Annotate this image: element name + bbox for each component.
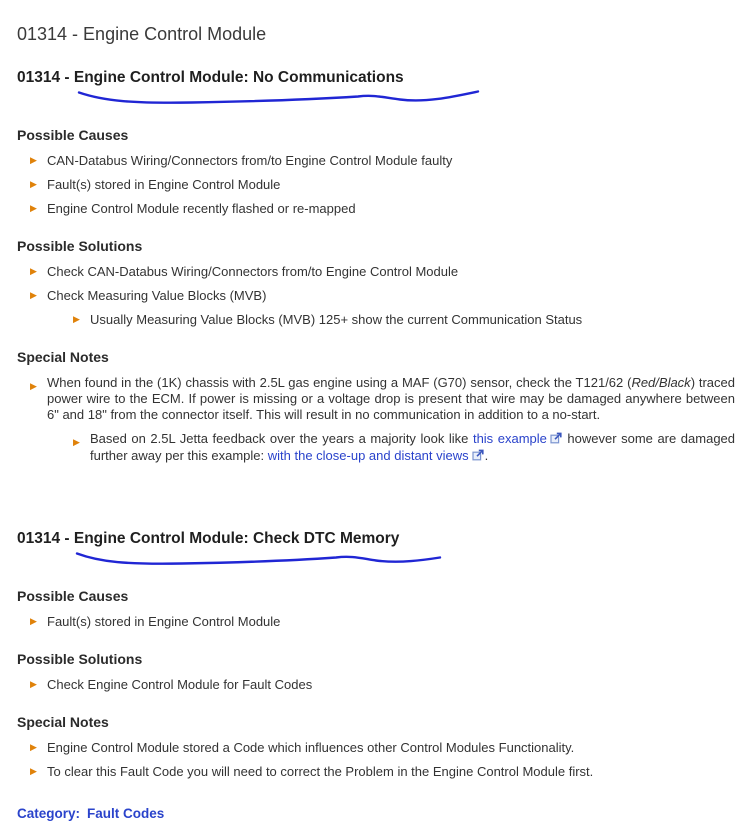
possible-solutions-heading: Possible Solutions <box>17 238 143 254</box>
triangle-right-icon: ▶ <box>73 314 80 324</box>
triangle-right-icon: ▶ <box>30 679 37 689</box>
list-item-text: CAN-Databus Wiring/Connectors from/to Engine Control Module faulty <box>47 153 453 168</box>
list-item-text: Usually Measuring Value Blocks (MVB) 125+ show the current Communication Status <box>90 312 583 327</box>
list-item <box>30 288 735 328</box>
external-link-icon <box>550 432 562 448</box>
note-text: however some are damaged further away per this example: <box>90 431 736 463</box>
triangle-right-icon: ▶ <box>30 742 37 752</box>
list-item <box>30 177 735 193</box>
list-item-text: Fault(s) stored in Engine Control Module <box>47 614 281 629</box>
ink-underline <box>72 549 735 567</box>
special-notes-list <box>17 375 735 465</box>
triangle-right-icon: ▶ <box>73 437 80 447</box>
note-text: When found in the (1K) chassis with 2.5L gas engine using a MAF (G70) sensor, check the T121/62 ( <box>47 375 632 390</box>
page-title: 01314 - Engine Control Module <box>17 24 267 44</box>
possible-causes-heading: Possible Causes <box>17 588 129 604</box>
special-notes-heading: Special Notes <box>17 349 109 365</box>
triangle-right-icon: ▶ <box>30 616 37 626</box>
list-item <box>30 677 735 693</box>
list-item-text: Engine Control Module stored a Code which influences other Control Modules Functionality. <box>47 740 575 755</box>
possible-causes-heading: Possible Causes <box>17 127 129 143</box>
list-item <box>30 740 735 756</box>
list-item-text: To clear this Fault Code you will need to correct the Problem in the Engine Control Module first. <box>47 764 594 779</box>
list-item <box>30 614 735 630</box>
category-line <box>17 806 735 821</box>
possible-causes-list <box>17 614 735 630</box>
list-item-text: Check Engine Control Module for Fault Codes <box>47 677 313 692</box>
note-text-italic: Red/Black <box>631 375 691 390</box>
ink-underline-stroke <box>72 549 444 567</box>
ink-underline-stroke <box>74 88 484 106</box>
list-item-text: Fault(s) stored in Engine Control Module <box>47 177 281 192</box>
list-item <box>73 312 735 328</box>
possible-causes-list <box>17 153 735 217</box>
triangle-right-icon: ▶ <box>30 766 37 776</box>
triangle-right-icon: ▶ <box>30 155 37 165</box>
triangle-right-icon: ▶ <box>30 266 37 276</box>
category-value-link[interactable]: Fault Codes <box>87 806 165 821</box>
fault-heading-no-communications: 01314 - Engine Control Module: No Communications <box>17 69 404 86</box>
category-separator: : <box>75 806 81 821</box>
note-text: . <box>484 448 489 463</box>
special-note-item <box>30 375 735 465</box>
link-this-example[interactable]: this example <box>472 431 547 446</box>
possible-solutions-list <box>17 677 735 693</box>
triangle-right-icon: ▶ <box>30 179 37 189</box>
note-text: ) traced power wire to the ECM. If power is missing or a voltage drop is present that wire may be damaged anywhere between 6" and 18" from the connector itself. This will result in no communication in addition to a no-start. <box>47 375 735 422</box>
possible-solutions-heading: Possible Solutions <box>17 651 143 667</box>
special-notes-list <box>17 740 735 780</box>
list-item-text: Check CAN-Databus Wiring/Connectors from/to Engine Control Module <box>47 264 459 279</box>
nested-list <box>47 431 735 465</box>
ink-underline <box>74 88 735 106</box>
special-notes-heading: Special Notes <box>17 714 109 730</box>
list-item-text: Check Measuring Value Blocks (MVB) <box>47 288 267 303</box>
list-item <box>30 201 735 217</box>
triangle-right-icon: ▶ <box>30 203 37 213</box>
category-label-link[interactable]: Category <box>17 806 76 821</box>
list-item-text: Engine Control Module recently flashed or re-mapped <box>47 201 356 216</box>
triangle-right-icon: ▶ <box>30 290 37 300</box>
nested-list <box>47 312 735 328</box>
fault-heading-check-dtc-memory: 01314 - Engine Control Module: Check DTC Memory <box>17 530 400 547</box>
possible-solutions-list <box>17 264 735 328</box>
list-item <box>30 264 735 280</box>
link-close-up-distant-views[interactable]: with the close-up and distant views <box>267 448 469 463</box>
list-item <box>30 764 735 780</box>
section-check-dtc-memory <box>17 529 735 780</box>
list-item <box>30 153 735 169</box>
section-no-communications <box>17 68 735 465</box>
note-text: Based on 2.5L Jetta feedback over the years a majority look like <box>90 431 473 446</box>
external-link-icon <box>472 449 484 465</box>
special-note-subitem <box>73 431 735 465</box>
triangle-right-icon: ▶ <box>30 381 37 391</box>
